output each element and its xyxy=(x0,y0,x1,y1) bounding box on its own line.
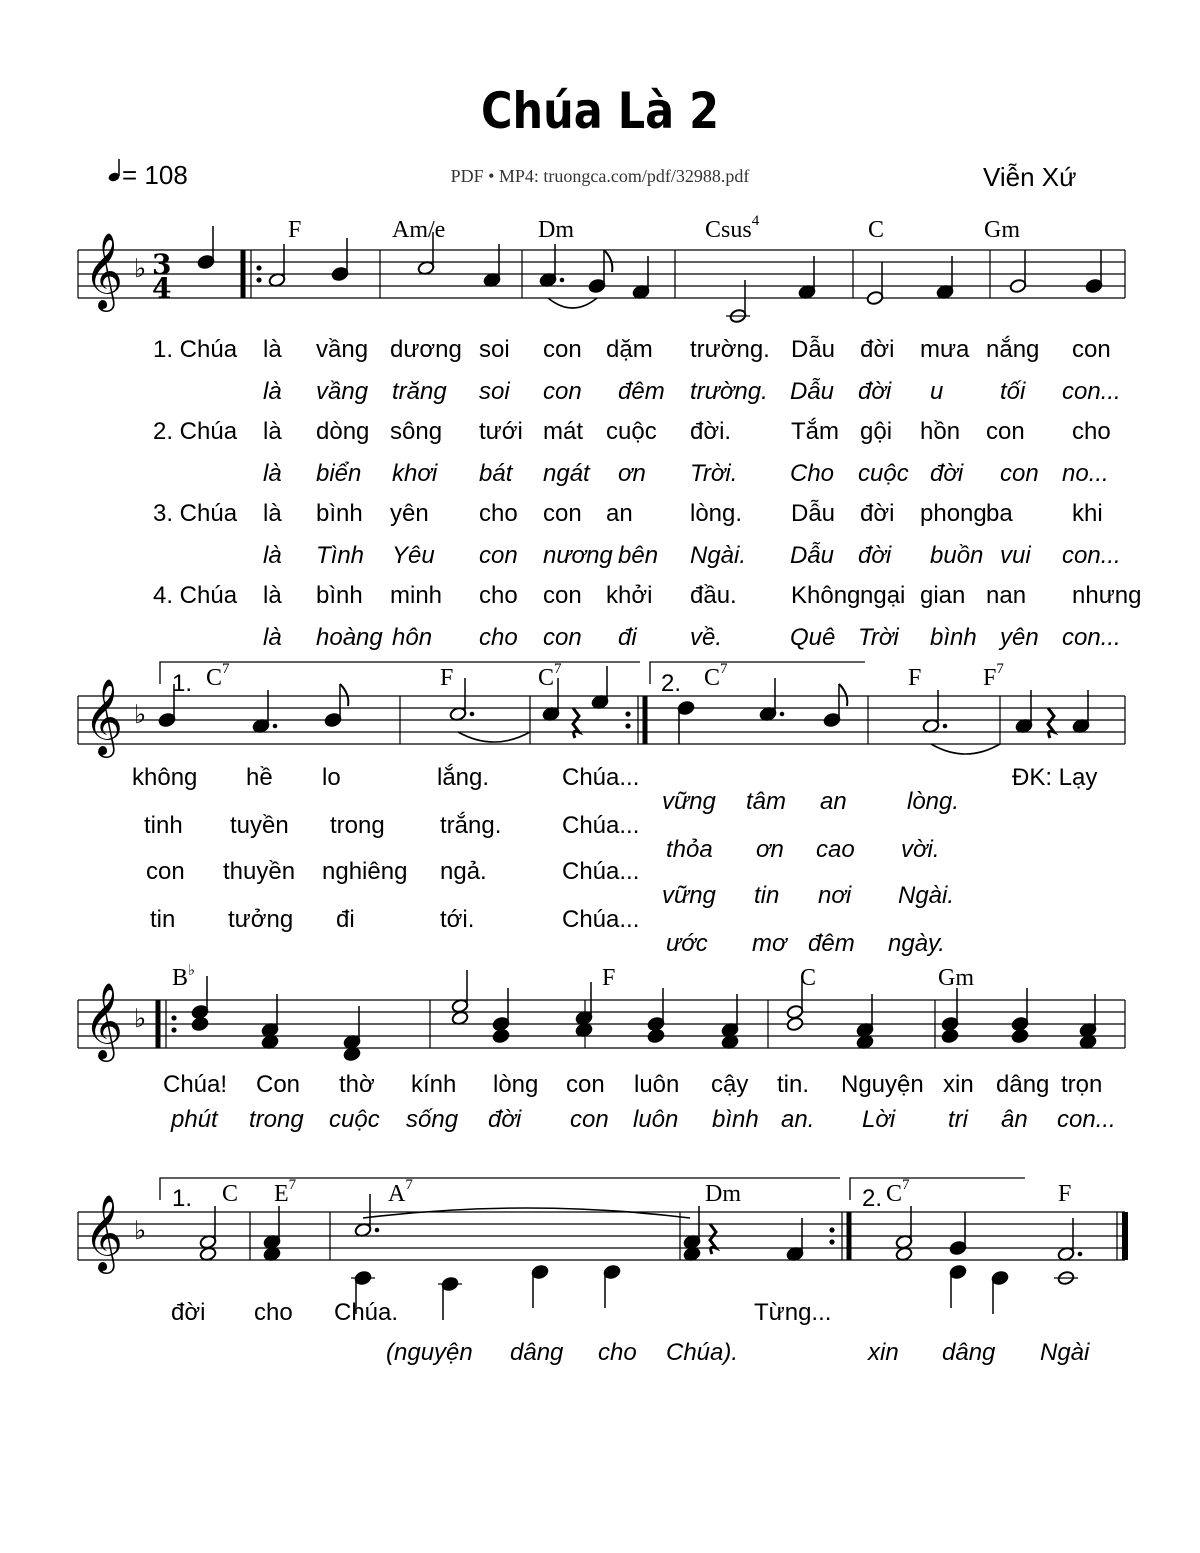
lyric-word: cuộc xyxy=(606,418,657,445)
chord-extension: 7 xyxy=(554,661,562,677)
chord-root: F xyxy=(440,665,454,691)
lyric-word: Dẫu xyxy=(791,500,836,527)
lyric-word: tinh xyxy=(144,812,183,839)
chord-root: C xyxy=(800,965,817,991)
lyric-word: cao xyxy=(816,836,855,863)
lyric-word: nghiêng xyxy=(322,858,408,885)
chord-extension: 7 xyxy=(720,661,728,677)
lyric-word: Trời. xyxy=(690,460,738,487)
lyric-word: luôn xyxy=(633,1106,679,1133)
lyric-word: trong xyxy=(249,1106,304,1133)
lyric-word: ngày. xyxy=(888,930,945,957)
volta-label: 1. xyxy=(172,1185,193,1212)
lyric-word: con xyxy=(1000,460,1039,487)
chord-root: F xyxy=(908,665,922,691)
lyric-word: tin xyxy=(150,906,176,933)
lyric-word: tin xyxy=(754,882,780,909)
lyric-word: dòng xyxy=(316,418,370,445)
lyric-word: Trời xyxy=(858,624,899,651)
lyric-word: Ngài. xyxy=(898,882,955,909)
lyric-word: Dẫu xyxy=(790,542,835,569)
chord-root: C xyxy=(704,665,721,691)
quarter-rest-icon xyxy=(573,708,579,738)
lyric-word: cuộc xyxy=(329,1106,380,1133)
chord-symbol xyxy=(705,1181,741,1208)
note-dot xyxy=(560,278,565,283)
chord-symbol xyxy=(705,213,760,244)
lyric-word: cuộc xyxy=(858,460,909,487)
lyric-word: biển xyxy=(316,460,362,487)
lyric-word: ân xyxy=(1001,1106,1028,1133)
lyric-word: bình xyxy=(316,500,363,527)
lyric-word: ơn xyxy=(756,836,784,863)
time-sig-top: 3 xyxy=(152,248,172,281)
lyric-word: cho xyxy=(254,1299,293,1326)
lyric-word: phút xyxy=(171,1106,218,1133)
lyric-word: cho xyxy=(1072,418,1111,445)
chord-root: F xyxy=(1058,1181,1072,1207)
chord-root: C xyxy=(538,665,555,691)
lyric-word: Con xyxy=(256,1071,301,1098)
chord-root: F xyxy=(983,665,997,691)
lyric-word: 4. Chúa xyxy=(153,582,238,609)
lyric-word: Dẫu xyxy=(790,378,835,405)
lyric-word: lắng. xyxy=(437,764,490,791)
lyric-word: phong xyxy=(920,500,987,527)
chord-symbol xyxy=(938,965,974,992)
lyric-word: soi xyxy=(479,378,510,405)
lyric-word: tri xyxy=(948,1106,968,1133)
lyric-word: về. xyxy=(690,624,723,651)
song-title: Chúa Là 2 xyxy=(480,82,720,140)
lyric-word: luôn xyxy=(634,1071,680,1098)
chord-root: Gm xyxy=(938,965,974,991)
lyric-word: đi xyxy=(618,624,637,651)
lyric-word: vững xyxy=(662,882,716,909)
lyric-word: thỏa xyxy=(666,836,713,863)
chord-extension: 4 xyxy=(751,213,760,229)
lyric-word: yên xyxy=(1000,624,1039,651)
lyric-word: mát xyxy=(543,418,584,445)
chord-root: C xyxy=(222,1181,239,1207)
key-flat-icon: ♭ xyxy=(134,1216,147,1246)
lyric-word: trăng xyxy=(392,378,447,405)
lyric-word: cho xyxy=(598,1339,637,1366)
lyric-word: cho xyxy=(479,624,518,651)
lyric-word: mơ xyxy=(752,930,787,957)
lyric-word: xin xyxy=(943,1071,974,1098)
chord-root: Dm xyxy=(705,1181,741,1207)
lyric-word: không xyxy=(132,764,198,791)
lyric-word: khi xyxy=(1072,500,1103,527)
lyric-word: con xyxy=(543,336,582,363)
lyric-word: Quê xyxy=(790,624,836,651)
chord-symbol xyxy=(206,661,230,692)
lyric-word: ngả. xyxy=(440,858,487,885)
lyric-word: Chúa! xyxy=(163,1071,228,1098)
note-dot xyxy=(943,724,948,729)
lyric-word: con xyxy=(570,1106,609,1133)
chord-extension: ♭ xyxy=(188,963,196,979)
lyric-word: soi xyxy=(479,336,510,363)
lyric-word: bình xyxy=(712,1106,759,1133)
note-head xyxy=(191,1016,209,1031)
lyric-word: con... xyxy=(1057,1106,1116,1133)
note-flag xyxy=(839,684,847,706)
lyric-word: tin. xyxy=(777,1071,810,1098)
lyric-word: no... xyxy=(1062,460,1109,487)
chord-root: Am/e xyxy=(392,217,446,243)
lyric-word: con xyxy=(566,1071,605,1098)
lyric-word: Từng... xyxy=(754,1299,832,1326)
lyric-word: đi xyxy=(336,906,355,933)
lyric-word: trong xyxy=(330,812,385,839)
lyric-word: Không xyxy=(791,582,861,609)
chord-root: B xyxy=(172,965,189,991)
refrain-cue: ĐK: Lạy xyxy=(1012,764,1098,791)
chord-symbol xyxy=(440,665,453,692)
tie-arc xyxy=(363,1208,690,1218)
volta-bracket xyxy=(650,662,865,684)
lyric-word: Ngài xyxy=(1040,1339,1090,1366)
note-flag xyxy=(340,684,348,706)
treble-clef-icon: 𝄞 xyxy=(84,1194,124,1271)
lyric-word: yên xyxy=(390,500,429,527)
lyric-word: con xyxy=(146,858,185,885)
lyric-word: bình xyxy=(316,582,363,609)
time-sig-bottom: 4 xyxy=(152,272,172,305)
lyric-word: ngại xyxy=(860,582,906,609)
lyric-word: kính xyxy=(411,1071,457,1098)
chord-symbol xyxy=(392,217,445,244)
lyric-word: u xyxy=(930,378,944,405)
lyric-word: là xyxy=(263,542,282,569)
lyric-word: cho xyxy=(479,500,518,527)
note-head xyxy=(647,1028,665,1043)
chord-symbol xyxy=(886,1177,910,1208)
lyric-word: bên xyxy=(618,542,659,569)
chord-symbol xyxy=(1058,1181,1071,1208)
lyric-word: trường. xyxy=(690,336,770,363)
lyric-word: Chúa... xyxy=(562,812,640,839)
note-dot xyxy=(375,1228,380,1233)
lyric-word: mưa xyxy=(920,336,970,363)
chord-root: Gm xyxy=(984,217,1020,243)
lyric-word: gội xyxy=(860,418,893,445)
lyric-word: 2. Chúa xyxy=(153,418,238,445)
lyric-word: đời xyxy=(488,1106,522,1133)
volta-label: 1. xyxy=(172,670,193,697)
lyric-word: vững xyxy=(662,788,716,815)
lyric-word: Cho xyxy=(790,460,835,487)
lyric-word: dương xyxy=(390,336,462,363)
lyric-word: Nguyện xyxy=(841,1071,924,1098)
chord-symbol xyxy=(538,217,574,244)
lyric-word: là xyxy=(263,624,282,651)
lyric-word: là xyxy=(263,418,282,445)
lyric-word: thuyền xyxy=(223,858,296,885)
tie-arc xyxy=(548,298,597,308)
treble-clef-icon: 𝄞 xyxy=(84,678,124,755)
chord-symbol xyxy=(908,665,921,692)
lyric-word: Chúa... xyxy=(562,858,640,885)
chord-symbol xyxy=(983,661,1004,692)
lyric-word: Dẫu xyxy=(791,336,836,363)
lyric-word: là xyxy=(263,378,282,405)
chord-symbol xyxy=(602,965,615,992)
chord-symbol xyxy=(172,965,195,992)
lyric-word: vui xyxy=(1000,542,1031,569)
chord-extension: 7 xyxy=(405,1177,413,1193)
key-flat-icon: ♭ xyxy=(134,254,147,284)
volta-label: 2. xyxy=(862,1185,883,1212)
lyric-word: đời xyxy=(860,336,895,363)
lyric-word: hồn xyxy=(920,418,961,445)
volta-label: 2. xyxy=(661,670,682,697)
repeat-dot xyxy=(829,1239,834,1244)
chord-extension: 7 xyxy=(996,661,1004,677)
note-dot xyxy=(1078,1252,1083,1257)
lyric-word: lòng. xyxy=(690,500,743,527)
chord-extension: 7 xyxy=(902,1177,910,1193)
lyric-word: khởi xyxy=(606,582,653,609)
key-flat-icon: ♭ xyxy=(134,1004,147,1034)
lyric-word: minh xyxy=(390,582,443,609)
volta-bracket xyxy=(160,662,640,684)
lyric-word: an xyxy=(820,788,847,815)
lyric-word: nan xyxy=(986,582,1027,609)
note-dot xyxy=(273,724,278,729)
chord-root: F xyxy=(288,217,302,243)
lyric-word: dâng xyxy=(510,1339,564,1366)
chord-root: Csus xyxy=(705,217,752,243)
lyric-word: tâm xyxy=(746,788,787,815)
note-head xyxy=(492,1028,510,1043)
note-dot xyxy=(780,712,785,717)
chord-extension: 7 xyxy=(222,661,230,677)
chord-root: A xyxy=(388,1181,406,1207)
chord-symbol xyxy=(222,1181,238,1208)
chord-symbol xyxy=(274,1177,297,1208)
lyric-word: đầu. xyxy=(690,582,737,609)
lyric-word: đời xyxy=(930,460,964,487)
lyric-word: trắng. xyxy=(440,812,502,839)
lyric-word: sống xyxy=(406,1106,459,1133)
lyric-word: Tình xyxy=(316,542,365,569)
lyric-word: đời xyxy=(171,1299,206,1326)
lyric-word: cho xyxy=(479,582,518,609)
lyric-word: trọn xyxy=(1061,1071,1103,1098)
lyric-word: an xyxy=(606,500,633,527)
lyric-word: là xyxy=(263,336,282,363)
lyric-word: dâng xyxy=(996,1071,1050,1098)
lyric-word: 3. Chúa xyxy=(153,500,238,527)
lyric-word: an. xyxy=(781,1106,815,1133)
lyric-word: tới. xyxy=(440,906,475,933)
lyric-word: tưởng xyxy=(228,906,294,933)
lyric-word: con xyxy=(543,624,582,651)
lyric-word: 1. Chúa xyxy=(153,336,238,363)
lyric-word: ba xyxy=(986,500,1013,527)
chord-symbol xyxy=(984,217,1020,244)
lyric-word: tối xyxy=(1000,378,1026,405)
repeat-dot xyxy=(171,1015,176,1020)
lyric-word: tưới xyxy=(479,418,523,445)
lyric-word: vầng xyxy=(316,378,369,405)
repeat-dot xyxy=(625,723,630,728)
treble-clef-icon: 𝄞 xyxy=(84,232,124,309)
lyric-word: trường. xyxy=(690,378,768,405)
lyric-word: Lời xyxy=(862,1106,896,1133)
lyric-word: hôn xyxy=(392,624,433,651)
lyric-word: Yêu xyxy=(392,542,435,569)
lyric-word: là xyxy=(263,460,282,487)
lyric-word: Chúa). xyxy=(666,1339,739,1366)
lyric-word: con xyxy=(479,542,518,569)
note-head xyxy=(941,1028,959,1043)
lyric-word: dâng xyxy=(942,1339,996,1366)
repeat-dot xyxy=(171,1027,176,1032)
lyric-word: lòng. xyxy=(907,788,960,815)
lyric-word: sông xyxy=(390,418,443,445)
lyric-word: con... xyxy=(1062,378,1121,405)
repeat-dot xyxy=(829,1227,834,1232)
lyric-word: con xyxy=(543,378,582,405)
lyric-word: con xyxy=(986,418,1025,445)
lyric-word: buồn xyxy=(930,542,984,569)
lyric-word: gian xyxy=(920,582,966,609)
lyric-word: con xyxy=(1072,336,1111,363)
lyric-word: ơn xyxy=(618,460,646,487)
lyric-word: dặm xyxy=(606,336,653,363)
lyric-word: nơi xyxy=(818,882,852,909)
chord-root: C xyxy=(206,665,223,691)
chord-root: F xyxy=(602,965,616,991)
chord-root: E xyxy=(274,1181,289,1207)
chord-root: C xyxy=(886,1181,903,1207)
repeat-dot xyxy=(625,711,630,716)
lyric-word: con xyxy=(543,582,582,609)
lyric-word: Chúa. xyxy=(334,1299,399,1326)
lyric-word: đời xyxy=(858,542,892,569)
lyric-word: con... xyxy=(1062,542,1121,569)
chord-symbol xyxy=(704,661,728,692)
note-head xyxy=(786,1016,804,1031)
composer-name: Viễn Xứ xyxy=(983,162,1077,192)
lyric-word: Chúa... xyxy=(562,764,640,791)
lyric-word: là xyxy=(263,582,282,609)
lyric-word: nhưng xyxy=(1072,582,1142,609)
key-flat-icon: ♭ xyxy=(134,700,147,730)
chord-symbol xyxy=(800,965,816,992)
note-dot xyxy=(470,712,475,717)
lyric-word: vầng xyxy=(316,336,369,363)
chord-symbol xyxy=(388,1177,413,1208)
lyric-word: ngát xyxy=(543,460,590,487)
lyric-word: xin xyxy=(868,1339,899,1366)
lyric-word: vời. xyxy=(901,836,940,863)
lyric-word: đêm xyxy=(808,930,855,957)
lyric-word: hề xyxy=(246,764,273,791)
lyric-word: đời. xyxy=(690,418,732,445)
lyric-word: khơi xyxy=(392,460,438,487)
tie-arc xyxy=(458,732,530,742)
treble-clef-icon: 𝄞 xyxy=(84,982,124,1059)
lyric-word: lòng xyxy=(493,1071,539,1098)
lyric-word: cậy xyxy=(711,1071,749,1098)
lyric-word: bát xyxy=(479,460,513,487)
lyric-word: bình xyxy=(930,624,977,651)
lyric-word: đời xyxy=(860,500,895,527)
chord-symbol xyxy=(288,217,301,244)
chord-extension: 7 xyxy=(288,1177,297,1193)
repeat-dot xyxy=(256,277,261,282)
lyric-word: tuyền xyxy=(230,812,289,839)
lyric-word: đời xyxy=(858,378,892,405)
chord-root: C xyxy=(868,217,885,243)
tempo-value: = 108 xyxy=(122,160,188,190)
lyric-word: đêm xyxy=(618,378,665,405)
lyric-word: ước xyxy=(666,930,708,957)
lyric-word: Chúa... xyxy=(562,906,640,933)
lyric-word: Ngài. xyxy=(690,542,747,569)
lyric-word: là xyxy=(263,500,282,527)
note-head xyxy=(1011,1028,1029,1043)
lyric-word: Tắm xyxy=(791,418,839,445)
quarter-rest-icon xyxy=(1048,708,1054,738)
lyric-word: nắng xyxy=(986,336,1040,363)
lyric-word: lo xyxy=(322,764,341,791)
lyric-word: con xyxy=(543,500,582,527)
chord-symbol xyxy=(868,217,884,244)
chord-symbol xyxy=(538,661,562,692)
lyric-word: hoàng xyxy=(316,624,383,651)
lyric-word: (nguyện xyxy=(386,1339,473,1366)
lyric-word: nương xyxy=(543,542,613,569)
source-link[interactable]: PDF • MP4: truongca.com/pdf/32988.pdf xyxy=(450,166,750,186)
repeat-dot xyxy=(256,265,261,270)
lyric-word: thờ xyxy=(339,1071,375,1098)
quarter-rest-icon xyxy=(710,1224,716,1254)
chord-root: Dm xyxy=(538,217,574,243)
tie-arc xyxy=(931,744,1000,754)
lyric-word: con... xyxy=(1062,624,1121,651)
note-flag xyxy=(604,250,612,272)
